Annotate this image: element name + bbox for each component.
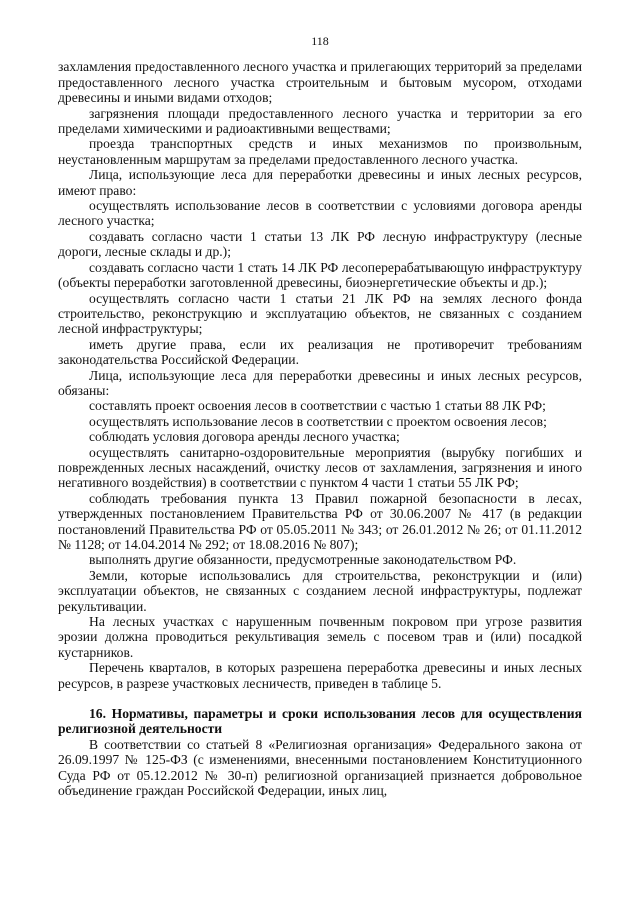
paragraph: создавать согласно части 1 стать 14 ЛК РФ лесоперерабатывающую инфраструктуру (объекты переработки заготовленной древесины, биоэнергетические объекты и др.); (58, 259, 582, 291)
paragraph: Лица, использующие леса для переработки древесины и иных лесных ресурсов, имеют право: (58, 167, 582, 198)
paragraph: осуществлять санитарно-оздоровительные мероприятия (вырубку погибших и поврежденных лесных насаждений, очистку лесов от захламления, загрязнения и иного негативного воздействия) в соответствии с пунктом 4 части 1 статьи 55 ЛК РФ; (58, 444, 582, 491)
paragraph: Земли, которые использовались для строительства, реконструкции и (или) эксплуатации объектов, не связанных с созданием лесной инфраструктуры, подлежат рекультивации. (58, 567, 582, 614)
paragraph: Перечень кварталов, в которых разрешена переработка древесины и иных лесных ресурсов, в разрезе участковых лесничеств, приведен в таблице 5. (58, 660, 582, 691)
paragraph: захламления предоставленного лесного участка и прилегающих территорий за пределами предоставленного лесного участка строительным и бытовым мусором, отходами древесины и иными видами отходов; (58, 59, 582, 106)
paragraph: выполнять другие обязанности, предусмотренные законодательством РФ. (89, 552, 517, 568)
paragraph: соблюдать условия договора аренды лесного участка; (89, 429, 400, 445)
paragraph: загрязнения площади предоставленного лесного участка и территории за его пределами химическими и радиоактивными веществами; (58, 105, 582, 137)
paragraph: соблюдать требования пункта 13 Правил пожарной безопасности в лесах, утвержденных постановлением Правительства РФ от 30.06.2007 № 417 (в редакции постановлений Правительства РФ от 05.05.2011 № 343; от 26.01.2012 № 26; от 01.11.2012 № 1128; от 14.04.2014 № 292; от 18.08.2016 № 807); (58, 490, 582, 552)
paragraph: иметь другие права, если их реализация не противоречит требованиям законодательства Российской Федерации. (58, 336, 582, 368)
paragraph: осуществлять использование лесов в соответствии с проектом освоения лесов; (89, 413, 547, 429)
section-heading: 16. Нормативы, параметры и сроки использования лесов для осуществления религиозной деятельности (58, 706, 582, 737)
paragraph: На лесных участках с нарушенным почвенным покровом при угрозе развития эрозии должна проводиться рекультивация земель с посевом трав и (или) посадкой кустарников. (58, 614, 582, 660)
paragraph: составлять проект освоения лесов в соответствии с частью 1 статьи 88 ЛК РФ; (89, 398, 546, 414)
body-text (58, 59, 582, 691)
page-number: 118 (311, 34, 329, 48)
section-paragraph: В соответствии со статьей 8 «Религиозная организация» Федерального закона от 26.09.1997 № 125-ФЗ (с изменениями, внесенными постановлением Конституционного Суда РФ от 05.12.2012 № 30-п) религиозной организацией признается добровольное объединение граждан Российской Федерации, иных лиц, (58, 736, 582, 799)
paragraph: осуществлять использование лесов в соответствии с условиями договора аренды лесного участка; (58, 198, 582, 229)
section-spacer (58, 691, 582, 706)
paragraph: осуществлять согласно части 1 статьи 21 ЛК РФ на землях лесного фонда строительство, реконструкцию и эксплуатацию объектов, не связанных с созданием лесной инфраструктуры; (58, 290, 582, 337)
paragraph: проезда транспортных средств и иных механизмов по произвольным, неустановленным маршрутам за пределами предоставленного лесного участка. (58, 136, 582, 167)
paragraph: Лица, использующие леса для переработки древесины и иных лесных ресурсов, обязаны: (58, 367, 582, 398)
paragraph: создавать согласно части 1 статьи 13 ЛК РФ лесную инфраструктуру (лесные дороги, лесные склады и др.); (58, 228, 582, 260)
